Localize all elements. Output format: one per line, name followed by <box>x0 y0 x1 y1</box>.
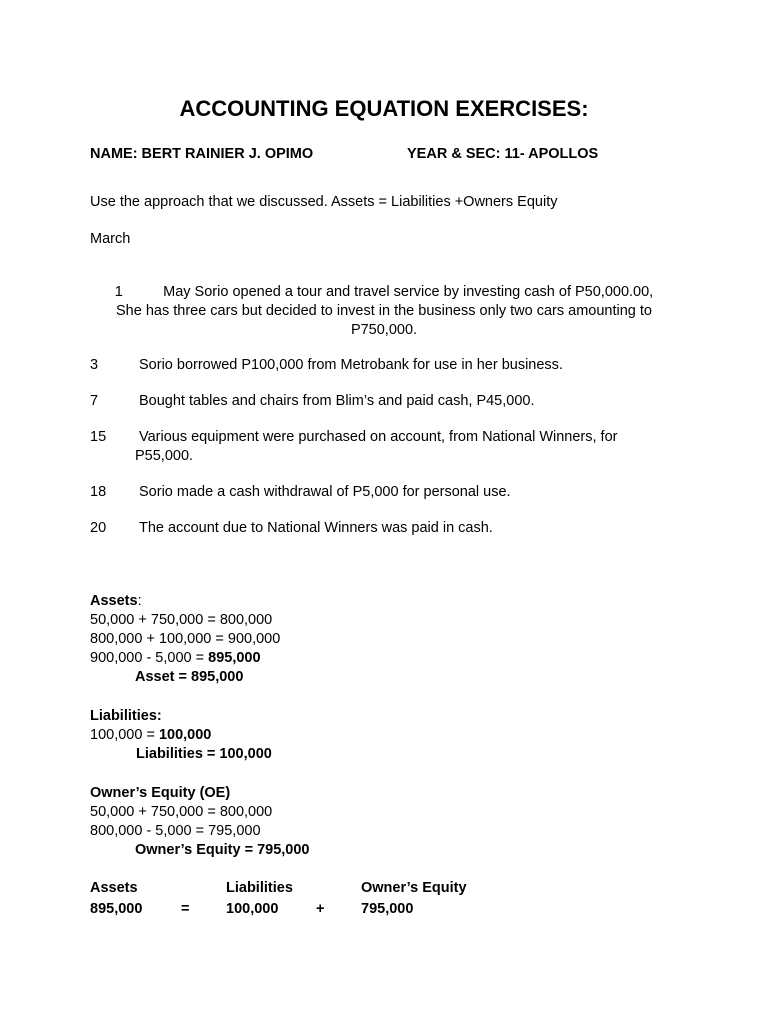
entry-day: 3 <box>90 357 99 373</box>
summary-assets-value: 895,000 <box>90 901 143 917</box>
equity-total: Owner’s Equity = 795,000 <box>135 842 310 858</box>
summary-equity-label: Owner’s Equity <box>361 880 467 896</box>
summary-equals-sign: = <box>181 901 190 917</box>
liabilities-heading: Liabilities: <box>90 708 162 724</box>
assets-line-1: 50,000 + 750,000 = 800,000 <box>90 612 273 628</box>
page-title: ACCOUNTING EQUATION EXERCISES: <box>179 96 589 121</box>
equity-heading: Owner’s Equity (OE) <box>90 785 231 801</box>
entry-day: 20 <box>90 520 107 536</box>
entry-day: 1 <box>114 284 123 300</box>
assets-heading <box>90 592 142 610</box>
entry-1-line-1 <box>84 283 684 302</box>
summary-equity-value: 795,000 <box>361 901 414 917</box>
summary-assets-label: Assets <box>90 880 138 896</box>
liabilities-line-1 <box>90 726 211 744</box>
assets-heading-label: Assets <box>90 593 138 609</box>
entry-1-line-2: She has three cars but decided to invest in the business only two cars amounting to <box>115 303 652 319</box>
summary-plus-sign: + <box>316 901 325 917</box>
summary-liabilities-value: 100,000 <box>226 901 279 917</box>
entry-1 <box>84 283 684 340</box>
entry-1-line-3: P750,000. <box>350 322 418 338</box>
assets-line-3-result: 895,000 <box>208 650 261 666</box>
entry-text: Sorio borrowed P100,000 from Metrobank for use in her business. <box>139 357 563 373</box>
entry-day: 7 <box>90 393 99 409</box>
entry-text: Bought tables and chairs from Blim’s and paid cash, P45,000. <box>139 393 535 409</box>
entry-text: Various equipment were purchased on account, from National Winners, for <box>139 429 618 445</box>
liabilities-total: Liabilities = 100,000 <box>136 746 272 762</box>
entry-text-continued: P55,000. <box>135 448 194 464</box>
assets-total: Asset = 895,000 <box>135 669 244 685</box>
liabilities-line-1-calc: 100,000 = <box>90 727 159 743</box>
assets-line-3-calc: 900,000 - 5,000 = <box>90 650 209 666</box>
assets-heading-colon: : <box>137 593 142 609</box>
assets-line-3 <box>90 649 261 667</box>
liabilities-line-1-result: 100,000 <box>158 727 212 743</box>
entry-day: 15 <box>90 429 107 445</box>
assets-line-2: 800,000 + 100,000 = 900,000 <box>90 631 281 647</box>
equity-line-2: 800,000 - 5,000 = 795,000 <box>90 823 261 839</box>
entry-day: 18 <box>90 484 107 500</box>
entry-text: Sorio made a cash withdrawal of P5,000 for personal use. <box>139 484 511 500</box>
equity-line-1: 50,000 + 750,000 = 800,000 <box>90 804 273 820</box>
month-label: March <box>90 231 131 247</box>
summary-liabilities-label: Liabilities <box>226 880 293 896</box>
entry-text: May Sorio opened a tour and travel service by investing cash of P50,000.00, <box>163 284 654 300</box>
year-section: YEAR & SEC: 11- APOLLOS <box>407 146 599 162</box>
entry-text: The account due to National Winners was paid in cash. <box>139 520 493 536</box>
instruction-text: Use the approach that we discussed. Assets = Liabilities +Owners Equity <box>90 194 558 210</box>
student-name: NAME: BERT RAINIER J. OPIMO <box>90 146 314 162</box>
